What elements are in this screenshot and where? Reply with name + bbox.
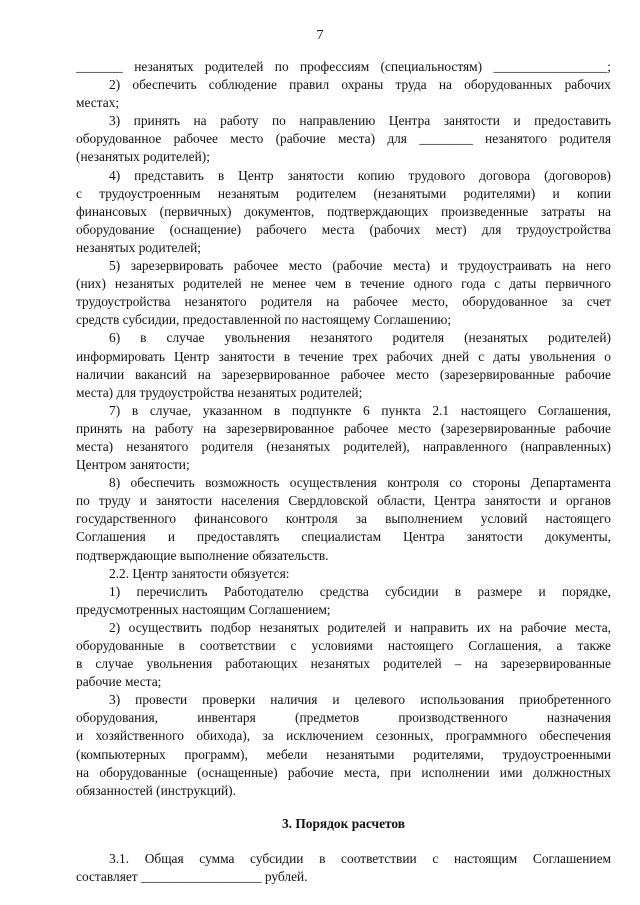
text-line: (них) незанятых родителей не менее чем в течение одного года с даты первичного xyxy=(76,276,611,292)
document-body xyxy=(76,58,611,886)
text-line: _______ незанятых родителей по профессиям (специальностям) _________________; xyxy=(76,59,611,74)
paragraph xyxy=(76,565,611,583)
paragraph xyxy=(76,691,611,800)
paragraph xyxy=(76,257,611,329)
text-line: 6) в случае увольнения незанятого родителя (незанятых родителей) xyxy=(109,330,611,346)
text-line: составляет __________________ рублей. xyxy=(76,868,308,884)
paragraph xyxy=(76,329,611,401)
text-line: с трудоустроенным незанятым родителем (незанятыми родителями) и копии xyxy=(76,185,611,201)
text-line: в случае увольнения работающих незанятых родителей – на зарезервированные xyxy=(76,656,611,672)
paragraph xyxy=(76,58,611,76)
text-line: (компьютерных программ), мебели незанятыми родителями, трудоустроенными xyxy=(76,746,611,762)
text-line: места) для трудоустройства незанятых родителей; xyxy=(76,384,363,400)
paragraph xyxy=(76,619,611,691)
text-line: государственного финансового контроля за выполнением условий настоящего xyxy=(76,511,611,527)
paragraph xyxy=(76,76,611,112)
text-line: оборудование (оснащение) рабочего места (рабочих мест) для трудоустройства xyxy=(76,221,611,237)
text-line: 7) в случае, указанном в подпункте 6 пункта 2.1 настоящего Соглашения, xyxy=(109,402,611,418)
page-number: 7 xyxy=(316,28,324,43)
paragraph xyxy=(76,167,611,257)
text-line: наличии вакансий на зарезервированное рабочее место (зарезервированные рабочие xyxy=(76,366,611,382)
paragraph xyxy=(76,402,611,474)
text-line: рабочие места; xyxy=(76,674,162,690)
text-line: места) незанятого родителя (незанятых родителей), направленного (направленных) xyxy=(76,438,611,454)
text-line: оборудования, инвентаря (предметов производственного назначения xyxy=(76,710,611,726)
text-line: (незанятых родителей); xyxy=(76,149,210,165)
text-line: 2.2. Центр занятости обязуется: xyxy=(109,565,290,581)
paragraph xyxy=(76,474,611,564)
text-line: 8) обеспечить возможность осуществления контроля со стороны Департамента xyxy=(109,475,611,491)
section-heading: 3. Порядок расчетов xyxy=(281,815,406,831)
text-line: обязанностей (инструкций). xyxy=(76,782,236,798)
text-line: на оборудованные (оснащенные) рабочие места, при исполнении ими должностных xyxy=(76,764,611,780)
text-line: оборудованное рабочее место (рабочие места) для ________ незанятого родителя xyxy=(76,131,611,147)
text-line: незанятых родителей; xyxy=(76,239,202,255)
text-line: принять на работу на зарезервированное рабочее место (зарезервированные рабочие xyxy=(76,420,611,436)
spacer xyxy=(76,800,611,814)
text-line: предусмотренных настоящим Соглашением; xyxy=(76,601,331,617)
text-line: 2) осуществить подбор незанятых родителей и направить их на рабочие места, xyxy=(109,619,611,635)
text-line: трудоустройства незанятого родителя на рабочее место, оборудованное за счет xyxy=(76,294,611,310)
paragraph xyxy=(76,112,611,166)
text-line: по труду и занятости населения Свердловской области, Центра занятости и органов xyxy=(76,493,611,509)
text-line: 5) зарезервировать рабочее место (рабочие места) и трудоустраивать на него xyxy=(109,258,611,274)
text-line: 2) обеспечить соблюдение правил охраны труда на оборудованных рабочих xyxy=(109,77,611,93)
text-line: 3.1. Общая сумма субсидии в соответствии с настоящим Соглашением xyxy=(109,850,611,866)
paragraph xyxy=(76,583,611,619)
text-line: 3) принять на работу по направлению Центра занятости и предоставить xyxy=(109,113,611,129)
paragraph xyxy=(76,850,611,886)
text-line: оборудованные в соответствии с условиями настоящего Соглашения, а также xyxy=(76,638,611,653)
text-line: финансовых (первичных) документов, подтверждающих произведенные затраты на xyxy=(76,203,611,219)
text-line: Соглашения и предоставлять специалистам Центра занятости документы, xyxy=(76,529,611,545)
text-line: 1) перечислить Работодателю средства субсидии в размере и порядке, xyxy=(109,583,611,599)
text-line: 3) провести проверки наличия и целевого использования приобретенного xyxy=(109,692,611,708)
text-line: местах; xyxy=(76,95,120,111)
text-line: информировать Центр занятости в течение трех рабочих дней с даты увольнения о xyxy=(76,348,611,364)
text-line: Центром занятости; xyxy=(76,457,190,473)
text-line: 4) представить в Центр занятости копию трудового договора (договоров) xyxy=(109,167,611,183)
spacer xyxy=(76,834,611,850)
text-line: подтверждающие выполнение обязательств. xyxy=(76,547,329,563)
text-line: и хозяйственного обихода), за исключением сезонных, программного обеспечения xyxy=(76,728,611,744)
text-line: средств субсидии, предоставленной по настоящему Соглашению; xyxy=(76,312,452,328)
